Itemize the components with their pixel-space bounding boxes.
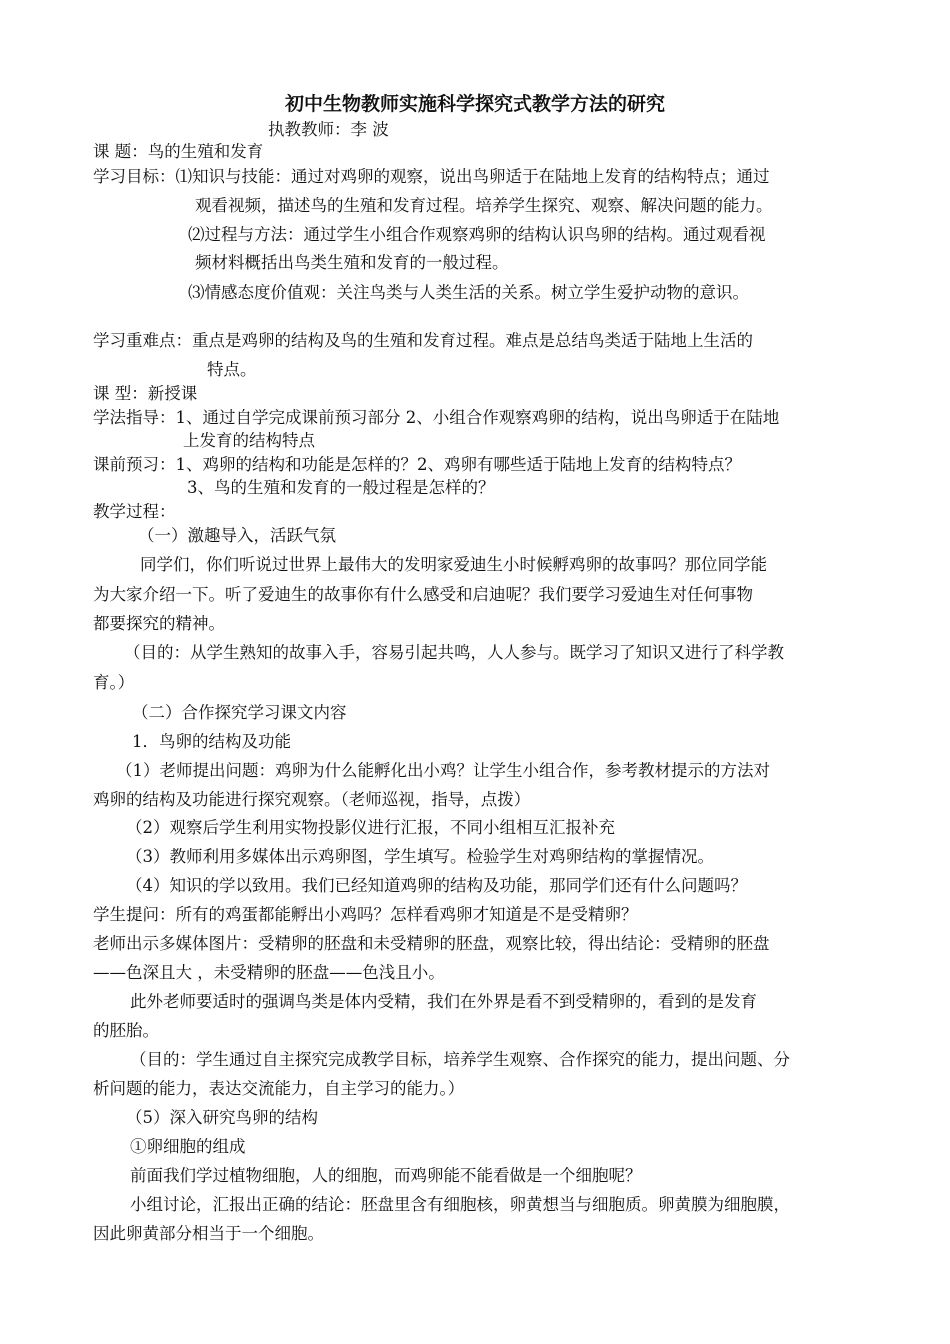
text-line: ⑶情感态度价值观：关注鸟类与人类生活的关系。树立学生爱护动物的意识。 — [188, 283, 749, 302]
text-line: 为大家介绍一下。听了爱迪生的故事你有什么感受和启迪呢？我们要学习爱迪生对任何事物 — [93, 585, 753, 604]
text-line: （目的：从学生熟知的故事入手，容易引起共鸣，人人参与。既学习了知识又进行了科学教 — [124, 643, 784, 662]
text-line: 小组讨论，汇报出正确的结论：胚盘里含有细胞核，卵黄想当与细胞质。卵黄膜为细胞膜， — [130, 1195, 790, 1214]
text-line: 的胚胎。 — [93, 1021, 159, 1040]
text-line: 因此卵黄部分相当于一个细胞。 — [93, 1224, 324, 1243]
text-line: 3、鸟的生殖和发育的一般过程是怎样的？ — [187, 478, 495, 497]
document-title: 初中生物教师实施科学探究式教学方法的研究 — [284, 93, 665, 115]
text-line: 学习重难点：重点是鸡卵的结构及鸟的生殖和发育过程。难点是总结鸟类适于陆地上生活的 — [93, 331, 753, 350]
text-line: （3）教师利用多媒体出示鸡卵图，学生填写。检验学生对鸡卵结构的掌握情况。 — [126, 847, 714, 866]
text-line: 上发育的结构特点 — [183, 431, 315, 450]
text-line: 观看视频，描述鸟的生殖和发育过程。培养学生探究、观察、解决问题的能力。 — [195, 196, 773, 215]
text-line: 鸡卵的结构及功能进行探究观察。（老师巡视，指导，点拨） — [93, 790, 531, 809]
text-line: 学法指导：1、通过自学完成课前预习部分 2、小组合作观察鸡卵的结构，说出鸟卵适于在陆地 — [93, 408, 780, 427]
text-line: 1．鸟卵的结构及功能 — [132, 732, 291, 751]
text-line: 都要探究的精神。 — [93, 614, 225, 633]
text-line: ⑵过程与方法：通过学生小组合作观察鸡卵的结构认识鸟卵的结构。通过观看视 — [188, 225, 766, 244]
text-line: （4）知识的学以致用。我们已经知道鸡卵的结构及功能，那同学们还有什么问题吗？ — [126, 876, 747, 895]
text-line: （2）观察后学生利用实物投影仪进行汇报，不同小组相互汇报补充 — [126, 818, 615, 837]
text-line: 老师出示多媒体图片：受精卵的胚盘和未受精卵的胚盘，观察比较，得出结论：受精卵的胚盘 — [93, 934, 770, 953]
text-line: 育。） — [93, 673, 135, 692]
text-line: 课 题：鸟的生殖和发育 — [93, 142, 264, 161]
teacher-name: 执教教师：李 波 — [268, 120, 389, 139]
text-line: （一）激趣导入，活跃气氛 — [138, 526, 336, 545]
text-line: 课前预习：1、鸡卵的结构和功能是怎样的？2、鸡卵有哪些适于陆地上发育的结构特点？ — [93, 455, 741, 474]
text-line: 同学们，你们听说过世界上最伟大的发明家爱迪生小时候孵鸡卵的故事吗？那位同学能 — [140, 555, 767, 574]
text-line: （5）深入研究鸟卵的结构 — [126, 1108, 318, 1127]
text-line: （1）老师提出问题：鸡卵为什么能孵化出小鸡？让学生小组合作，参考教材提示的方法对 — [116, 761, 770, 780]
text-line: ——色深且大 ，未受精卵的胚盘——色浅且小。 — [93, 963, 445, 982]
text-line: 课 型：新授课 — [93, 384, 198, 403]
text-line: ①卵细胞的组成 — [130, 1137, 246, 1156]
text-line: （目的：学生通过自主探究完成教学目标，培养学生观察、合作探究的能力，提出问题、分 — [130, 1050, 790, 1069]
text-line: （二）合作探究学习课文内容 — [132, 703, 347, 722]
text-line: 前面我们学过植物细胞，人的细胞，而鸡卵能不能看做是一个细胞呢？ — [130, 1166, 642, 1185]
text-line: 特点。 — [207, 360, 257, 379]
text-line: 教学过程： — [93, 502, 176, 521]
text-line: 学生提问：所有的鸡蛋都能孵出小鸡吗？怎样看鸡卵才知道是不是受精卵？ — [93, 905, 638, 924]
text-line: 析问题的能力，表达交流能力，自主学习的能力。） — [93, 1079, 465, 1098]
text-line: 此外老师要适时的强调鸟类是体内受精，我们在外界是看不到受精卵的，看到的是发育 — [130, 992, 757, 1011]
text-line: 学习目标：⑴知识与技能：通过对鸡卵的观察，说出鸟卵适于在陆地上发育的结构特点；通过 — [93, 167, 770, 186]
text-line: 频材料概括出鸟类生殖和发育的一般过程。 — [195, 253, 509, 272]
